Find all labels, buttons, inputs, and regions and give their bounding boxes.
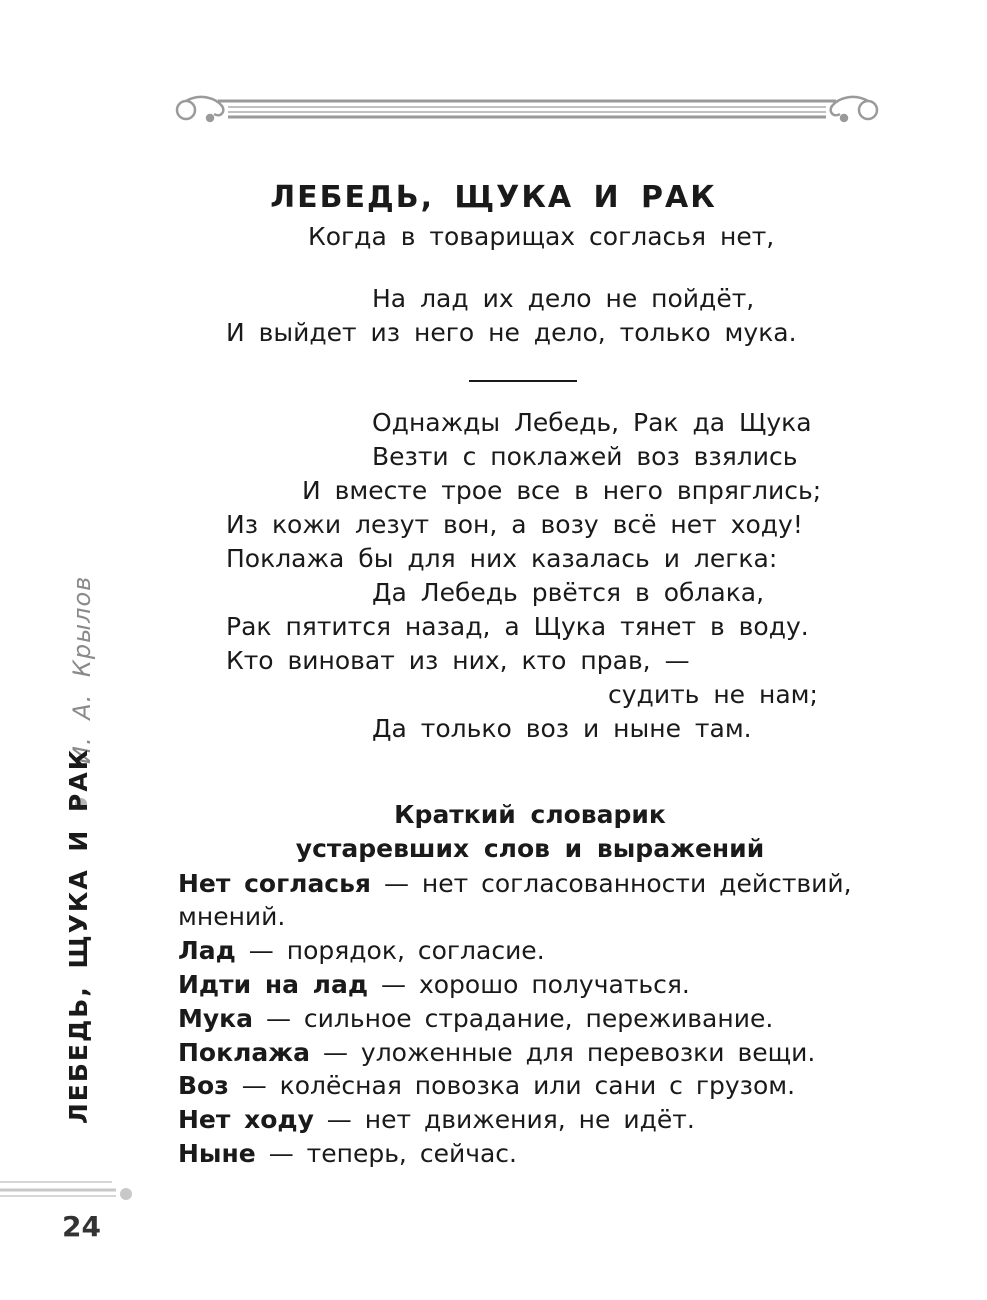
poem-line: Из кожи лезут вон, а возу всё нет ходу! xyxy=(226,510,803,539)
poem-title: ЛЕБЕДЬ, ЩУКА И РАК xyxy=(270,180,717,215)
poem-line: Поклажа бы для них казалась и легка: xyxy=(226,544,778,573)
vocabulary-entry xyxy=(178,934,888,967)
vocabulary-term: Идти на лад xyxy=(178,970,369,999)
vocabulary-term: Ныне xyxy=(178,1139,256,1168)
poem-line: Да только воз и ныне там. xyxy=(372,714,752,743)
vocabulary-term: Лад xyxy=(178,936,236,965)
vocabulary-definition: — порядок, согласие. xyxy=(235,936,545,965)
vocabulary-entry xyxy=(178,1069,888,1102)
poem-line: Везти с поклажей воз взялись xyxy=(372,442,798,471)
vocabulary-term: Мука xyxy=(178,1004,254,1033)
vocabulary-definition: — нет согласованности действий, мнений. xyxy=(178,869,852,931)
vocabulary-term: Нет согласья xyxy=(178,869,371,898)
moral-line: На лад их дело не пойдёт, xyxy=(372,284,755,313)
vocabulary-definition: — хорошо получаться. xyxy=(368,970,690,999)
vocabulary-entry xyxy=(178,1103,888,1136)
section-separator xyxy=(469,380,577,382)
vocabulary-term: Нет ходу xyxy=(178,1105,314,1134)
poem-line: Да Лебедь рвётся в облака, xyxy=(372,578,765,607)
poem-line: Однажды Лебедь, Рак да Щука xyxy=(372,408,812,437)
decorative-ornament-header xyxy=(170,88,884,132)
vocabulary-entry xyxy=(178,1036,888,1069)
vocabulary-definition: — уложенные для перевозки вещи. xyxy=(310,1038,816,1067)
poem-line: И вместе трое все в него впряглись; xyxy=(302,476,822,505)
vocabulary-entry xyxy=(178,1002,888,1035)
vocabulary-definition: — теперь, сейчас. xyxy=(255,1139,517,1168)
vocabulary-term: Воз xyxy=(178,1071,229,1100)
moral-line: И выйдет из него не дело, только мука. xyxy=(226,318,797,347)
vocabulary-definition: — нет движения, не идёт. xyxy=(313,1105,695,1134)
vocabulary-heading: устаревших слов и выражений xyxy=(295,834,765,863)
vocabulary-entry xyxy=(178,1137,888,1170)
vocabulary-definition: — колёсная повозка или сани с грузом. xyxy=(228,1071,796,1100)
vocabulary-entry xyxy=(178,867,888,933)
sidebar-title: ЛЕБЕДЬ, ЩУКА И РАК xyxy=(64,747,93,1124)
sidebar-author: И. А. Крылов xyxy=(68,575,96,764)
vocabulary-heading: Краткий словарик xyxy=(394,800,666,829)
poem-line: судить не нам; xyxy=(608,680,818,709)
vocabulary-term: Поклажа xyxy=(178,1038,310,1067)
vocabulary-definition: — сильное страдание, переживание. xyxy=(253,1004,774,1033)
page-number: 24 xyxy=(62,1210,101,1243)
poem-line: Рак пятится назад, а Щука тянет в воду. xyxy=(226,612,809,641)
moral-line: Когда в товарищах согласья нет, xyxy=(308,222,775,251)
poem-line: Кто виноват из них, кто прав, — xyxy=(226,646,690,675)
vocabulary-entry xyxy=(178,968,888,1001)
